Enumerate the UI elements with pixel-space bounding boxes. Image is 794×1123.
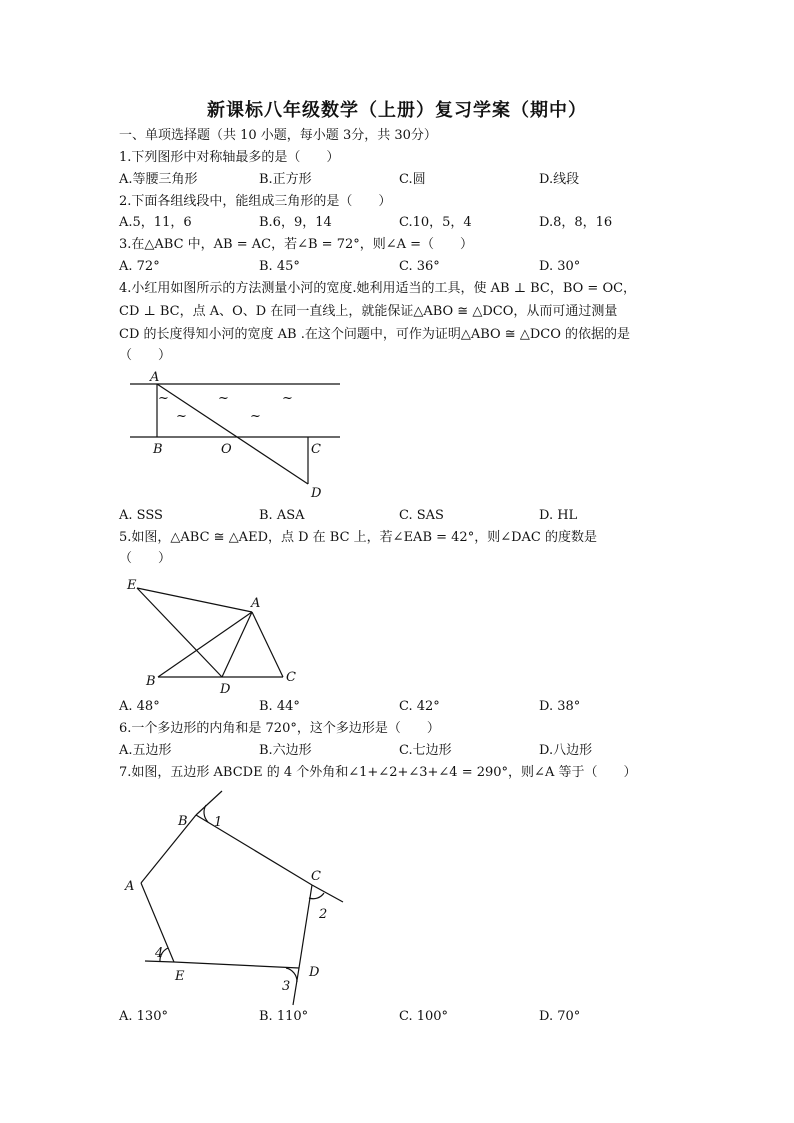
section-heading: 一、单项选择题（共 10 小题，每小题 3分，共 30分）: [119, 128, 437, 143]
q7-option-d[interactable]: D. 70°: [539, 1009, 581, 1024]
q2-option-b[interactable]: B.6，9，14: [259, 215, 332, 230]
q7-angle-label-1: 1: [214, 815, 223, 830]
q4-label-o: O: [221, 442, 232, 457]
q3-option-d[interactable]: D. 30°: [539, 259, 581, 274]
q4-wave-mark: ~: [250, 409, 261, 424]
q3-option-a[interactable]: A. 72°: [119, 259, 160, 274]
q4-option-b[interactable]: B. ASA: [259, 508, 305, 523]
q2-stem: 2.下面各组线段中，能组成三角形的是（ ）: [119, 194, 392, 209]
q7-angle-label-3: 3: [282, 979, 291, 994]
q5-option-a[interactable]: A. 48°: [119, 699, 160, 714]
q4-wave-mark: ~: [176, 409, 187, 424]
q7-label-a: A: [125, 879, 135, 894]
q6-option-d[interactable]: D.八边形: [539, 743, 593, 758]
q4-stem-line4: （ ）: [119, 348, 172, 363]
q4-label-b: B: [153, 442, 163, 457]
q3-option-c[interactable]: C. 36°: [399, 259, 440, 274]
q5-option-d[interactable]: D. 38°: [539, 699, 581, 714]
q4-stem-line2: CD ⊥ BC，点 A、O、D 在同一直线上，就能保证△ABO ≅ △DCO，从而可通过测量: [119, 304, 618, 319]
q4-option-c[interactable]: C. SAS: [399, 508, 444, 523]
q7-angle-2-arc: [309, 893, 324, 899]
q7-label-c: C: [311, 869, 321, 884]
q1-stem: 1.下列图形中对称轴最多的是（ ）: [119, 150, 340, 165]
q1-option-b[interactable]: B.正方形: [259, 172, 312, 187]
q4-label-a: A: [150, 370, 160, 385]
q5-stem-line2: （ ）: [119, 551, 172, 566]
q2-option-c[interactable]: C.10，5，4: [399, 215, 472, 230]
q1-option-d[interactable]: D.线段: [539, 172, 580, 187]
q5-label-d: D: [220, 682, 231, 697]
q6-option-c[interactable]: C.七边形: [399, 743, 452, 758]
q6-option-a[interactable]: A.五边形: [119, 743, 172, 758]
q5-label-b: B: [146, 674, 156, 689]
page-title: 新课标八年级数学（上册）复习学案（期中）: [207, 100, 587, 121]
q5-stem-line1: 5.如图，△ABC ≅ △AED，点 D 在 BC 上，若∠EAB = 42°，则∠DAC 的度数是: [119, 530, 597, 545]
q7-side-cd: [299, 885, 312, 968]
q4-wave-mark: ~: [218, 391, 229, 406]
q4-stem-line1: 4.小红用如图所示的方法测量小河的宽度.她利用适当的工具，使 AB ⊥ BC，BO = OC，: [119, 281, 637, 296]
q7-label-d: D: [309, 965, 320, 980]
q5-segment-ed: [137, 588, 222, 677]
q7-angle-label-2: 2: [319, 907, 328, 922]
q5-label-a: A: [251, 596, 261, 611]
q5-option-b[interactable]: B. 44°: [259, 699, 300, 714]
q7-extension-ab: [196, 791, 222, 815]
q7-label-b: B: [178, 814, 188, 829]
q7-angle-1-arc: [204, 805, 208, 822]
q4-option-d[interactable]: D. HL: [539, 508, 578, 523]
q5-label-c: C: [286, 670, 296, 685]
q7-angle-label-4: 4: [155, 946, 164, 961]
q5-label-e: E: [127, 578, 137, 593]
q7-side-ab: [141, 815, 196, 883]
q6-stem: 6.一个多边形的内角和是 720°，这个多边形是（ ）: [119, 721, 440, 736]
q5-segment-ba: [158, 612, 252, 677]
q4-option-a[interactable]: A. SSS: [119, 508, 163, 523]
q5-segment-ac: [252, 612, 283, 677]
q7-extension-bc: [312, 885, 343, 902]
q7-stem: 7.如图，五边形 ABCDE 的 4 个外角和∠1+∠2+∠3+∠4 = 290°，则∠A 等于（ ）: [119, 765, 637, 780]
q5-segment-ea: [137, 588, 252, 612]
q3-stem: 3.在△ABC 中，AB = AC，若∠B = 72°，则∠A =（ ）: [119, 237, 474, 252]
q3-option-b[interactable]: B. 45°: [259, 259, 300, 274]
q5-triangle-figure: [137, 588, 283, 677]
q7-label-e: E: [175, 969, 185, 984]
q1-option-c[interactable]: C.圆: [399, 172, 426, 187]
q7-option-b[interactable]: B. 110°: [259, 1009, 309, 1024]
q4-label-d: D: [311, 486, 322, 501]
q1-option-a[interactable]: A.等腰三角形: [119, 172, 198, 187]
q2-option-d[interactable]: D.8，8，16: [539, 215, 613, 230]
q4-wave-mark: ~: [282, 391, 293, 406]
q6-option-b[interactable]: B.六边形: [259, 743, 312, 758]
q7-option-a[interactable]: A. 130°: [119, 1009, 168, 1024]
q7-option-c[interactable]: C. 100°: [399, 1009, 449, 1024]
q4-stem-line3: CD 的长度得知小河的宽度 AB .在这个问题中，可作为证明△ABO ≅ △DCO 的依据的是: [119, 327, 630, 342]
q4-wave-mark: ~: [158, 391, 169, 406]
q5-option-c[interactable]: C. 42°: [399, 699, 440, 714]
q4-label-c: C: [311, 442, 321, 457]
q2-option-a[interactable]: A.5，11，6: [119, 215, 192, 230]
q7-side-de: [174, 962, 299, 968]
